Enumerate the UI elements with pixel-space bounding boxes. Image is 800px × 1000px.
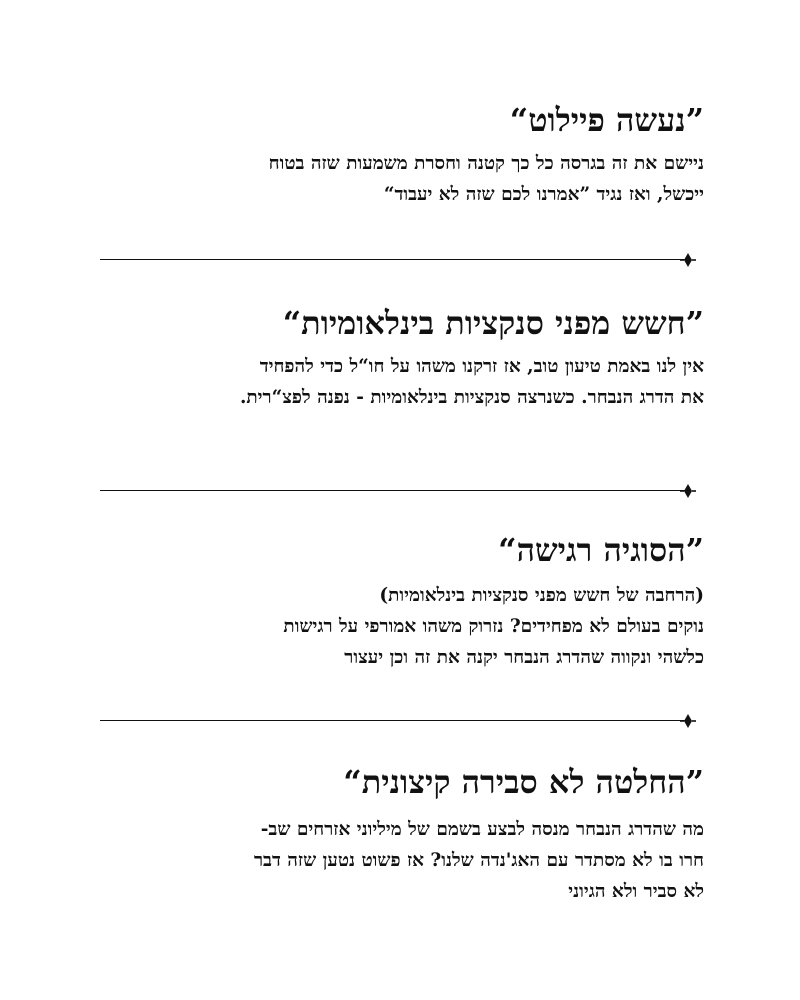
section-body (94, 351, 704, 413)
section-divider (100, 483, 696, 499)
diamond-ornament-icon (680, 713, 696, 729)
body-line: נוקים בעולם לא מפחידים? נזרוק משהו אמורפי על רגישות (283, 616, 704, 637)
body-line: לא סביר ולא הגיוני (568, 881, 704, 902)
body-line: מה שהדרג הנבחר מנסה לבצע בשמם של מיליוני אזרחים שב- (260, 819, 704, 840)
divider-line (100, 720, 688, 721)
section-body (94, 814, 704, 907)
section-pilot (94, 100, 704, 210)
section-sanctions (94, 303, 704, 413)
body-line: חרו בו לא מסתדר עם האג'נדה שלנו? אז פשוט נטען שזה דבר (253, 850, 704, 871)
section-unreasonable-decision (94, 762, 704, 907)
body-line: את הדרג הנבחר. כשנרצה סנקציות בינלאומיות - נפנה לפצ“רית. (239, 387, 704, 408)
body-line: ניישם את זה בגרסה כל כך קטנה וחסרת משמעות שזה בטוח (268, 153, 704, 174)
section-title: ”נעשה פיילוט“ (509, 101, 704, 139)
body-line: ייכשל, ואז נגיד ”אמרנו לכם שזה לא יעבוד“ (383, 184, 704, 205)
section-body (94, 580, 704, 673)
section-divider (100, 713, 696, 729)
diamond-ornament-icon (680, 483, 696, 499)
section-title: ”חשש מפני סנקציות בינלאומיות“ (282, 304, 704, 342)
body-line: אין לנו באמת טיעון טוב, אז זרקנו משהו על חו“ל כדי להפחיד (259, 356, 704, 377)
body-line: (הרחבה של חשש מפני סנקציות בינלאומיות) (379, 585, 704, 606)
divider-line (100, 259, 688, 260)
diamond-ornament-icon (680, 252, 696, 268)
section-body (94, 148, 704, 210)
section-title: ”הסוגיה רגישה“ (498, 531, 704, 569)
section-divider (100, 252, 696, 268)
body-line: כלשהי ונקווה שהדרג הנבחר יקנה את זה וכן יעצור (344, 647, 704, 668)
section-title: ”החלטה לא סבירה קיצונית“ (343, 763, 704, 801)
divider-line (100, 490, 688, 491)
section-sensitive-issue (94, 530, 704, 673)
